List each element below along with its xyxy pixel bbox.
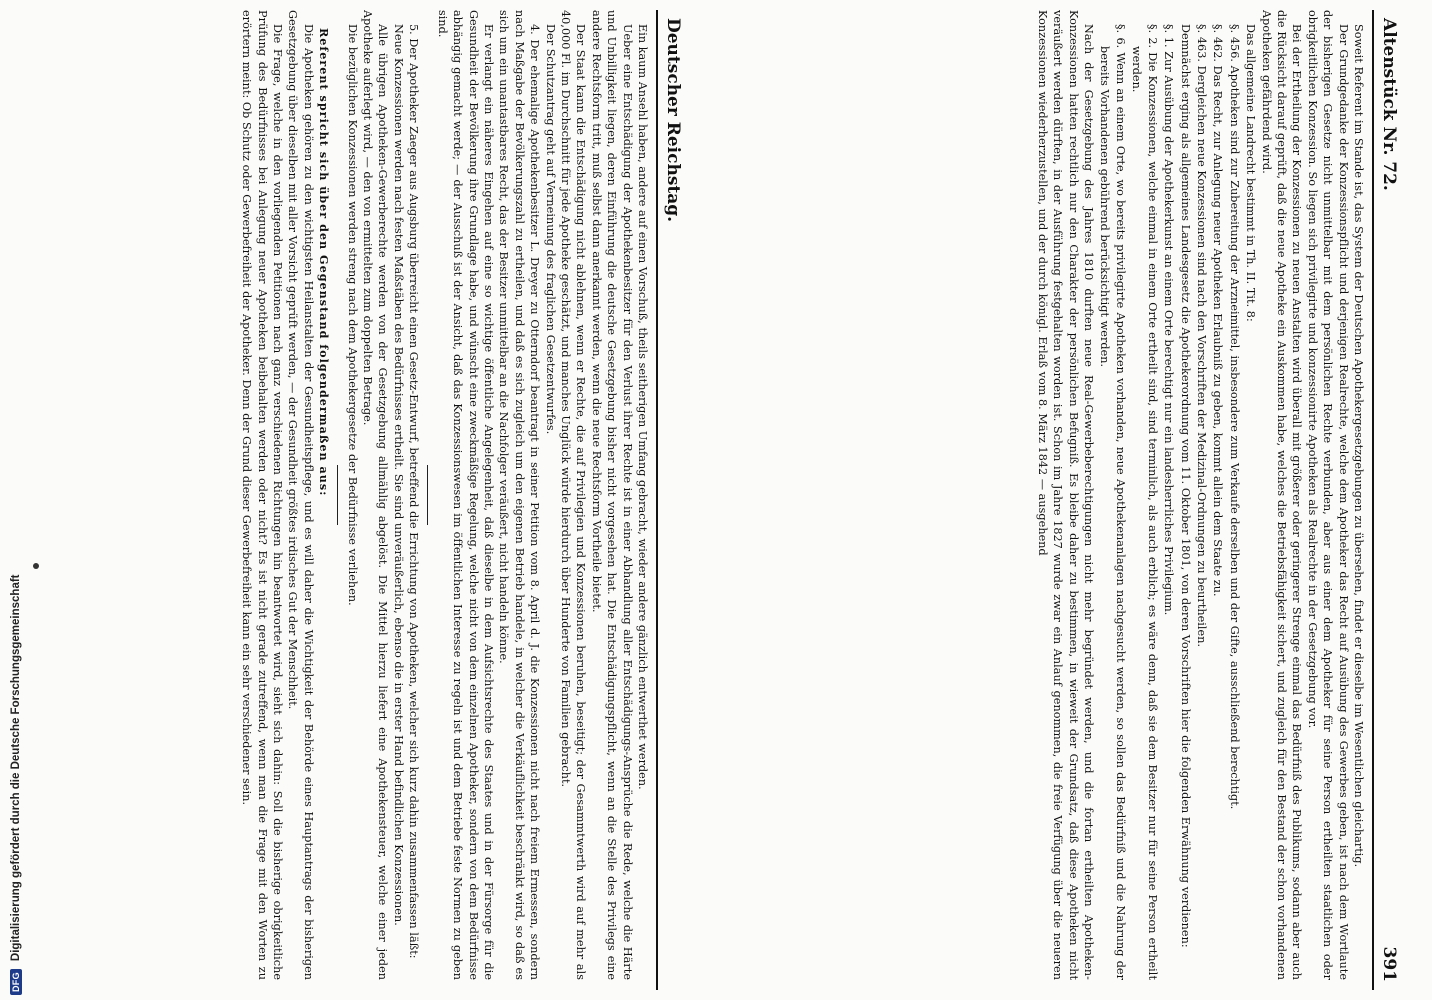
text-paragraph: Bei der Ertheilung der Konzessionen zu neuen Anstalten wird überall mit größerer oder geringerer Strenge einmal das Bedürfniß des Publikums, sodann aber auch die Rücksicht darauf geprüft, daß die neue Apotheke ein Auskommen habe, welches die Betriebsfähigkeit sichert, und zugleich für den Bestand der schon vorhandenen Apotheken gefährdend wird. bbox=[1259, 10, 1304, 980]
referent-heading: Referent spricht sich über den Gegenstand folgendermaßen aus: bbox=[317, 28, 332, 497]
law-paragraph: §. 6. Wenn an einem Orte, wo bereits privilegirte Apotheken vorhanden, neue Apothekenanlagen nachgesucht werden, so sollen das Bedürfniß und die Nahrung der bereits Vorhandenen gebührend berücksichtigt werden. bbox=[1098, 24, 1127, 980]
text-paragraph: Alle übrigen Apotheken-Gewerberechte werden von der Gesetzgebung allmählig abgelöst. Die Mittel hierzu liefert eine Apothekensteuer, welche einer jeden Apotheke auferlegt wird, — den von ermittelten zum doppelten Betrage. bbox=[361, 10, 390, 980]
text-paragraph: Ueber eine Entschädigung der Apothekenbesitzer für den Verlust ihrer Rechte ist in einer Abhandlung aller Entschädigungs-Ansprüche die Rede, welche die Härte und Unbilligkeit liegen, deren Einführung die deutsche Gesetzgebung bisher nicht vorgesehen hat. Die Entschädigungspflicht, wenn an die Stelle des Privilegs eine andere Rechtsform tritt, muß selbst dann anerkannt werden, wenn die neue Rechtsform Vortheile bietet. bbox=[589, 10, 634, 980]
law-paragraph: §. 1. Zur Ausübung der Apothekerkunst an einem Orte berechtigt nur ein landesherrliches Privilegium. bbox=[1162, 24, 1176, 616]
text-paragraph: Demnächst erging als allgemeines Landesgesetz die Apothekerordnung vom 11. Oktober 1801, von deren Vorschriften hier die folgenden Erwähnung verdienen: bbox=[1178, 24, 1192, 948]
left-page bbox=[46, 10, 686, 990]
text-paragraph: Die Frage, welche in den vorliegenden Petitionen nach ganz verschiedenen Richtungen hin beantwortet wird, sieht sich dahin: Soll die bisherige obrigkeitliche Prüfung des Bedürfnisses bei Anlegung neuer Apotheken beibehalten werden oder nicht? Es ist nicht gerade zutreffend, wenn man die Frage mit den Worten zu erörtern meint: Ob Schutz oder Gewerbefreiheit der Apotheker. Denn der Grund dieser Gewerbefreiheit kann ein sehr verschiedener sein. bbox=[240, 10, 285, 980]
text-paragraph: 4. Der ehemalige Apothekenbesitzer L. Dreyer zu Otterndorf beantragt in seiner Petition vom 8. April d. J. die Konzessionen nicht nach freiem Ermessen, sondern nach Maßgabe der Bevölkerungszahl zu ertheilen, und daß es sich zugleich um den eigenen Betrieb handele, in welcher die Verkäuflichkeit beschränkt wird, so daß es sich um ein unantastbares Recht, das der Besitzer unmittelbar an die Nachfolger veräußert, nicht handeln könne. bbox=[497, 10, 542, 980]
scan-artifact-dot bbox=[33, 563, 39, 569]
text-paragraph: Soweit Referent im Stande ist, das System der Deutschen Apothekergesetzgebungen zu übersehen, findet er dieselbe im Wesentlichen gleichartig. bbox=[1352, 24, 1365, 868]
law-paragraph: §. 463. Dergleichen neue Konzessionen sind nach den Vorschriften der Medizinal-Ordnungen zu beurtheilen. bbox=[1194, 24, 1208, 648]
publication-title: Deutscher Reichstag. bbox=[663, 18, 683, 223]
page-number: 391 bbox=[1379, 946, 1399, 982]
section-separator bbox=[427, 465, 428, 525]
section-separator bbox=[337, 465, 338, 525]
header-rule bbox=[1372, 10, 1374, 990]
text-paragraph: Der Schutzantrag geht auf Verneinung des fraglichen Gesetzentwurfes. bbox=[543, 24, 557, 435]
law-paragraph: §. 2. Die Konzessionen, welche einmal in einem Orte ertheilt sind, sind terminlich, als auch erblich; es wäre denn, daß sie dem Besitzer nur für seine Person ertheilt werden. bbox=[1130, 24, 1159, 980]
text-paragraph: Die bezüglichen Konzessionen werden streng nach dem Apothekergesetze der Bedürfnisse verliehen. bbox=[345, 24, 359, 606]
document-number: Altenstück Nr. 72. bbox=[1379, 18, 1399, 191]
dfg-logo-badge: DFG bbox=[10, 969, 22, 995]
law-paragraph: §. 456. Apotheken sind zur Zubereitung der Arzneimittel, insbesondere zum Verkaufe derselben und der Gifte, ausschließend berechtigt. bbox=[1227, 24, 1241, 810]
text-paragraph: Das allgemeine Landrecht bestimmt in Th. II. Tit. 8: bbox=[1244, 24, 1258, 322]
text-paragraph: Der Grundgedanke der Konzessionspflicht und derjenigen Realrechte, welche dem Apotheker das Recht auf Ausübung des Gewerbes geben, ist nach dem Wortlaute der bisherigen Gesetze nicht unmittelbar mit dem persönlichen Rechte verbunden, aber aus einer dem Apotheker für seine Person ertheilten staatlichen oder obrigkeitlichen Konzession. So liegen sich privilegirte und konzessionirte Apotheken als Realrechte in der Gesetzgebung vor. bbox=[1305, 10, 1350, 980]
text-paragraph: Die Apotheken gehören zu den wichtigsten Heilanstalten der Gesundheitspflege, und es will daher die Wichtigkeit der Behörde eines Hauptantrags der bisherigen Gesetzgebung über dieselben mit aller Vorsicht geprüft werden, — der Gesundheit größtes irdisches Gut der Menschheit. bbox=[286, 10, 315, 980]
text-paragraph: 5. Der Apotheker Zaeger aus Augsburg überreicht einen Gesetz-Entwurf, betreffend die Errichtung von Apotheken, welcher sich kurz dahin zusammenfassen läßt: bbox=[407, 24, 421, 959]
text-paragraph: Neue Konzessionen werden nach festen Maßstäben des Bedürfnisses ertheilt. Sie sind unveräußerlich, ebenso die in erster Hand befindlichen Konzessionen. bbox=[391, 24, 405, 926]
left-page-text-column bbox=[239, 10, 650, 980]
header-rule bbox=[656, 10, 658, 990]
text-paragraph: Ein kaum Ansehl haben, andere auf einen Vorschuß, theils seitherigen Umfang gebracht, wieder andere gänzlich entwerthet werden. bbox=[636, 24, 649, 790]
right-page-text-column bbox=[1034, 10, 1366, 980]
right-page-header bbox=[1376, 10, 1402, 990]
digitization-footer bbox=[4, 5, 28, 995]
text-paragraph: Er verlangt ein näheres Eingehen auf eine so wichtige öffentliche Angelegenheit, daß dieselbe in dem Aufsichtsrechte des Staates und in der Fürsorge für die Gesundheit der Bevölkerung ihre Grundlage habe, und wünscht eine zweckmäßige Regelung, welche nicht von dem einzelnen Apotheker, sondern von dem Bedürfnisse abhängig gemacht werde; — der Ausschuß ist der Ansicht, daß das Konzessionswesen im öffentlichen Interesse zu regeln ist und dem Betriebe feste Normen zu geben sind. bbox=[435, 10, 495, 980]
footer-text: Digitalisierung gefördert durch die Deutsche Forschungsgemeinschaft bbox=[10, 574, 22, 962]
text-paragraph: Der Staat kann die Entschädigung nicht ablehnen, wenn er Rechte, die auf Privilegien und Konzessionen beruhen, beseitigt; der Gesammtwerth wird auf mehr als 40,000 Fl. im Durchschnitt für jede Apotheke geschätzt, und manches Unglück würde hierdurch über Hunderte von Familien gebracht. bbox=[558, 10, 588, 980]
left-page-header bbox=[660, 10, 686, 990]
text-paragraph: Nach der Gesetzgebung des Jahres 1810 durften neue Real-Gewerbeberechtigungen nicht mehr begründet werden, und die fortan ertheilten Apotheken-Konzessionen hatten rechtlich nur den Charakter der persönlichen Befugniß. Es bleibe daher zu bestimmen, in wieweit der Grundsatz, daß diese Apotheken nicht veräußert werden dürften, in der Ausführung festgehalten worden ist. Schon im Jahre 1827 wurde zwar ein Anlauf genommen, die freie Verfügung über die neueren Konzessionen wiederherzustellen, und der durch königl. Erlaß vom 8. März 1842 — ausgehend bbox=[1035, 10, 1096, 980]
law-paragraph: §. 462. Das Recht, zur Anlegung neuer Apotheken Erlaubniß zu geben, kommt allein dem Staate zu. bbox=[1211, 24, 1225, 597]
